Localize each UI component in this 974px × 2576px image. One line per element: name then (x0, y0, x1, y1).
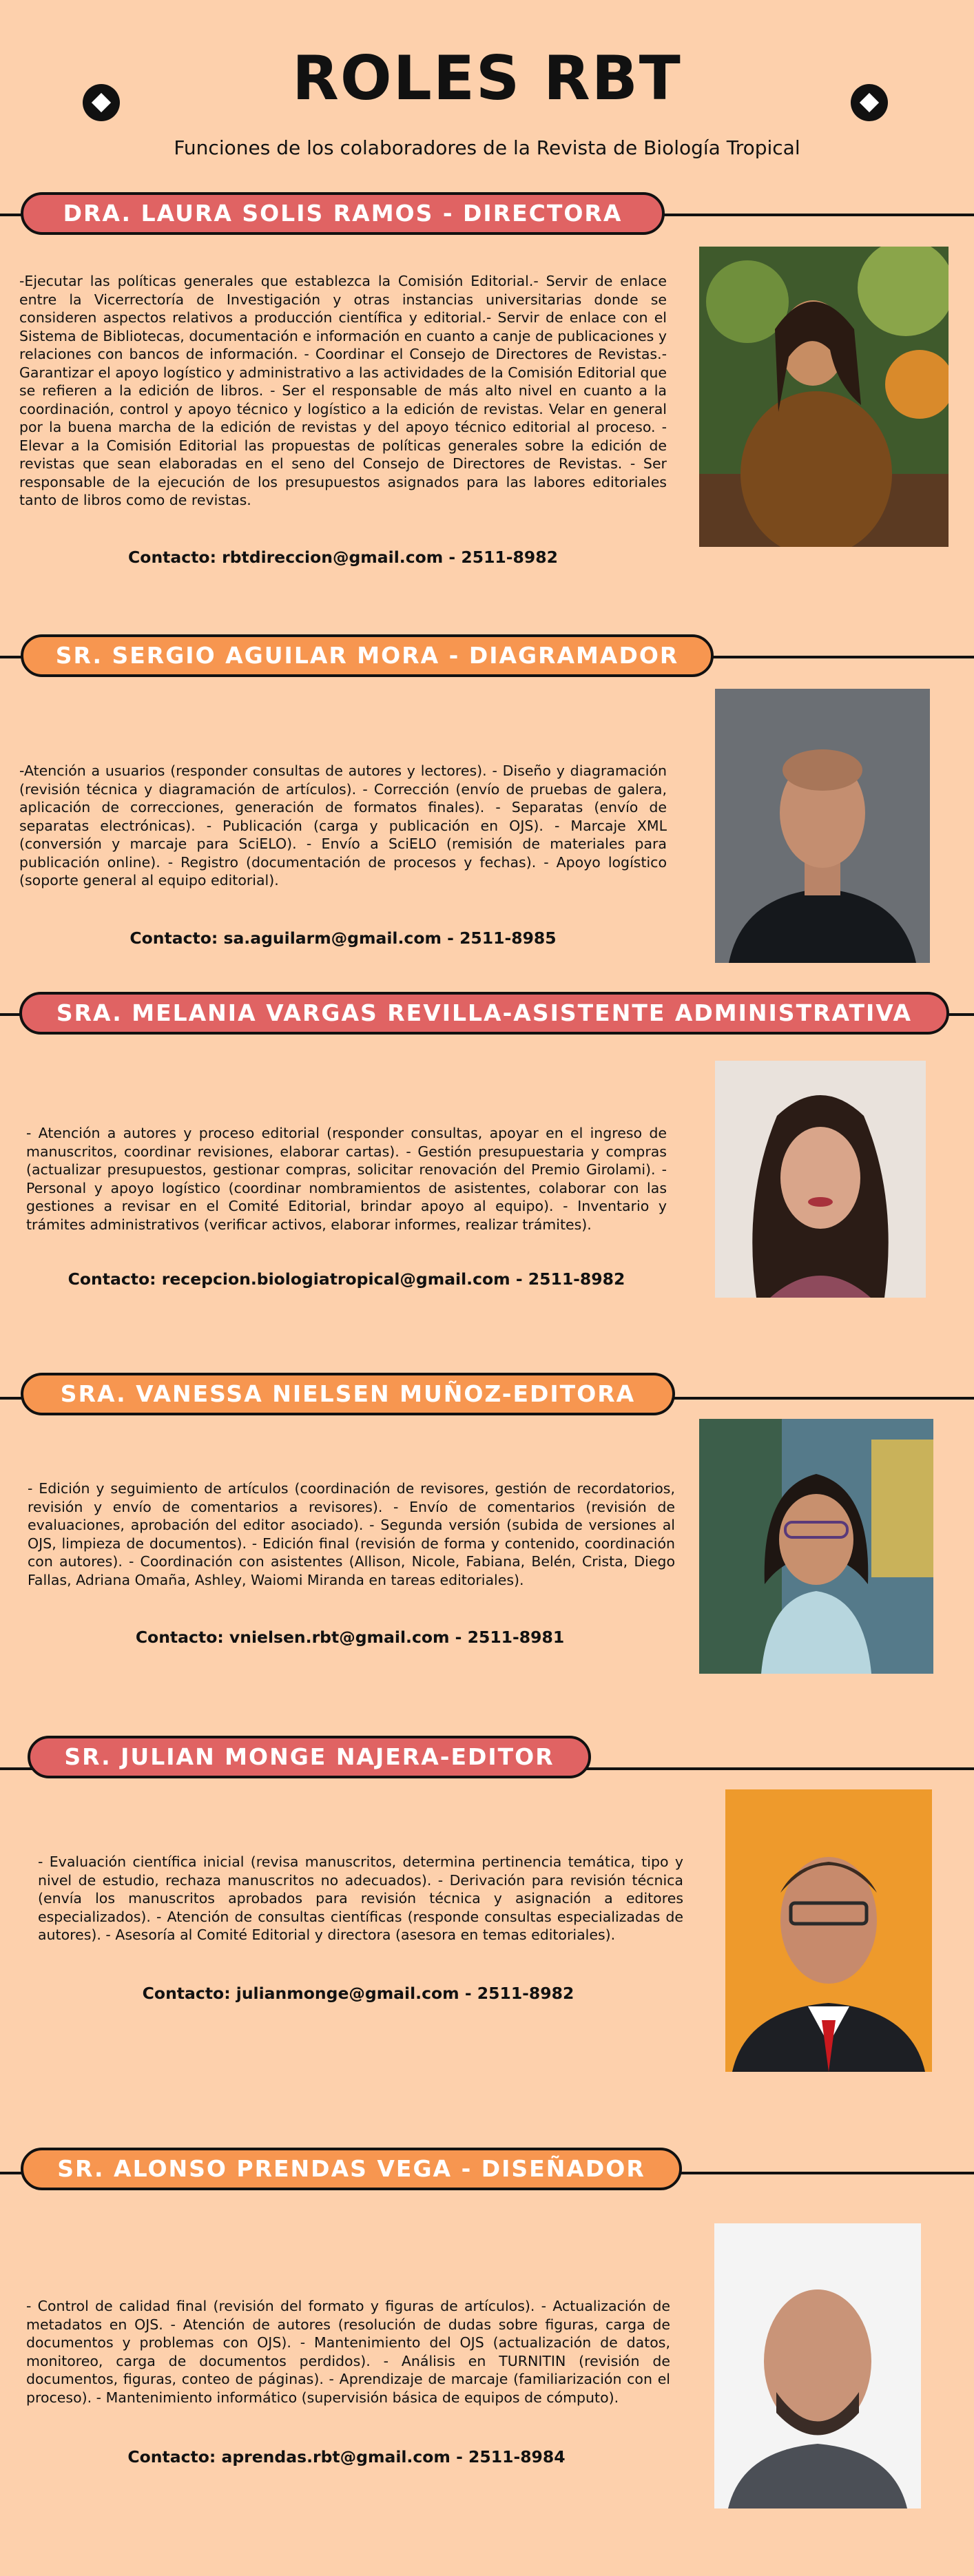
member-description: - Evaluación científica inicial (revisa manuscritos, determina pertinencia temática, tipo y nivel de estudio, rechaza manuscritos no adecuados). - Derivación para revisión técnica (envía los manuscritos aprobados para revisión técnica y asignación a editores especializados). - Atención de consultas científicas (responde consultas especializadas de autores). - Asesoría al Comité Editorial y directora (asesora en temas editoriales). (38, 1853, 683, 1943)
member-description: -Atención a usuarios (responder consultas de autores y lectores). - Diseño y diagramación (revisión técnica y diagramación de artículos). - Corrección (envío de pruebas de galera, aplicación de correcciones, generación de formatos finales). - Separatas (envío de separatas electrónicas). - Publicación (carga y publicación en OJS). - Marcaje XML (conversión y marcaje para SciELO). - Envío a SciELO (remisión de materiales para publicación online). - Registro (documentación de procesos y fechas). - Apoyo logístico (soporte general al equipo editorial). (19, 762, 667, 889)
member-photo (699, 247, 949, 547)
member-photo (725, 1789, 932, 2072)
member-photo (715, 1061, 926, 1298)
member-contact: Contacto: vnielsen.rbt@gmail.com - 2511-8981 (135, 1628, 565, 1647)
member-heading: SRA. MELANIA VARGAS REVILLA-ASISTENTE ADMINISTRATIVA (19, 992, 949, 1035)
member-heading: SR. JULIAN MONGE NAJERA-EDITOR (28, 1736, 591, 1778)
member-description: -Ejecutar las políticas generales que establezca la Comisión Editorial.- Servir de enlace entre la Vicerrectoría de Investigación y otras instancias universitarias donde se consideren aspectos relativos a producción científica y editorial.- Servir de enlace con el Sistema de Bibliotecas, documentación e información en cuanto a canje de publicaciones y relaciones con bancos de información. - Coordinar el Consejo de Directores de Revistas.- Garantizar el apoyo logístico y administrativo a las actividades de la Comisión Editorial que se refieren a la edición de libros. - Ser el responsable de más alto nivel en cuanto a la coordinación, control y apoyo técnico y logístico a la edición de revistas. Velar en general por la buena marcha de la edición de revistas y del apoyo técnico editorial al proceso. - Elevar a la Comisión Editorial las propuestas de políticas generales sobre la edición de revistas que sean elaboradas en el seno del Consejo de Directores de Revistas. - Ser responsable de la ejecución de los presupuestos asignados para las labores editoriales tanto de libros como de revistas. (19, 273, 667, 508)
member-description: - Atención a autores y proceso editorial (responder consultas, apoyar en el ingreso de manuscritos, coordinar revisiones, elaborar cartas). - Gestión presupuestaria y compras (actualizar presupuestos, gestionar compras, solicitar renovación del Premio Girolami). - Personal y apoyo logístico (coordinar nombramientos de asistentes, colaborar con las gestiones a revisar en el Comité Editorial, brindar apoyo al equipo). - Inventario y trámites administrativos (verificar activos, elaborar informes, realizar trámites). (26, 1125, 667, 1233)
member-description: - Control de calidad final (revisión del formato y figuras de artículos). - Actualización de metadatos en OJS. - Atención de autores (resolución de dudas sobre figuras, carga de documentos y problemas con OJS). - Mantenimiento del OJS (actualización de datos, monitoreo, carga de documentos perdidos). - Análisis en TURNITIN (revisión de documentos, figuras, conteo de páginas). - Aprendizaje de marcaje (familiarización con el proceso). - Mantenimiento informático (supervisión básica de equipos de cómputo). (26, 2298, 670, 2406)
member-heading: SRA. VANESSA NIELSEN MUÑOZ-EDITORA (21, 1373, 675, 1415)
member-contact: Contacto: sa.aguilarm@gmail.com - 2511-8985 (129, 928, 557, 948)
member-photo (714, 2223, 921, 2509)
member-heading: DRA. LAURA SOLIS RAMOS - DIRECTORA (21, 192, 665, 235)
member-contact: Contacto: julianmonge@gmail.com - 2511-8982 (142, 1984, 574, 2003)
member-photo (699, 1419, 933, 1674)
member-heading: SR. ALONSO PRENDAS VEGA - DISEÑADOR (21, 2148, 682, 2190)
member-contact: Contacto: rbtdireccion@gmail.com - 2511-8982 (128, 548, 558, 567)
member-contact: Contacto: aprendas.rbt@gmail.com - 2511-8984 (127, 2447, 566, 2466)
page-subtitle: Funciones de los colaboradores de la Revista de Biología Tropical (174, 136, 800, 159)
page-title: ROLES RBT (292, 43, 682, 114)
member-photo (715, 689, 930, 963)
member-contact: Contacto: recepcion.biologiatropical@gmail.com - 2511-8982 (68, 1269, 625, 1289)
member-heading: SR. SERGIO AGUILAR MORA - DIAGRAMADOR (21, 634, 714, 677)
member-description: - Edición y seguimiento de artículos (coordinación de revisores, gestión de recordatorios, revisión y envío de comentarios a revisores). - Envío de comentarios (revisión de evaluaciones, aprobación del editor asociado). - Segunda versión (subida de versiones al OJS, limpieza de documentos). - Edición final (revisión de forma y contenido, coordinación con autores). - Coordinación con asistentes (Allison, Nicole, Fabiana, Belén, Crista, Diego Fallas, Adriana Omaña, Ashley, Waiomi Miranda en tareas editoriales). (28, 1480, 675, 1588)
